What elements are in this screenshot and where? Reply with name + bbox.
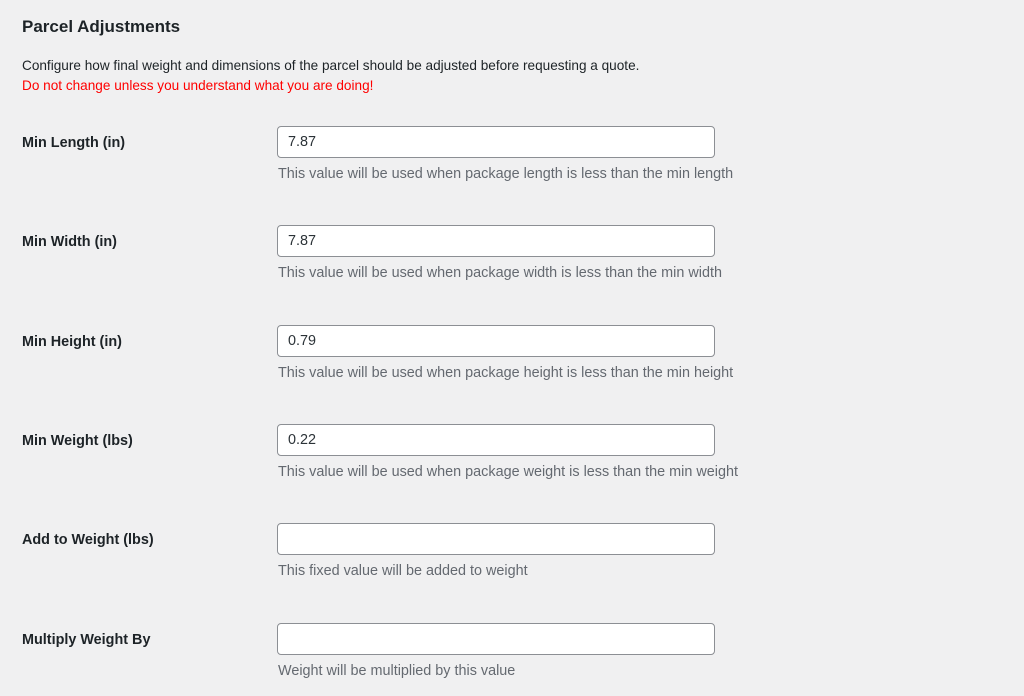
- min-width-input[interactable]: [277, 225, 715, 257]
- add-to-weight-input[interactable]: [277, 523, 715, 555]
- add-to-weight-label: Add to Weight (lbs): [22, 532, 154, 548]
- add-to-weight-row: [0, 523, 1024, 603]
- min-height-label: Min Height (in): [22, 334, 122, 350]
- min-width-row: [0, 225, 1024, 305]
- min-weight-description: This value will be used when package weight is less than the min weight: [278, 464, 738, 480]
- min-width-description: This value will be used when package width is less than the min width: [278, 265, 722, 281]
- min-height-description: This value will be used when package height is less than the min height: [278, 365, 734, 381]
- multiply-weight-input[interactable]: [277, 623, 715, 655]
- multiply-weight-row: [0, 623, 1024, 696]
- min-length-row: [0, 126, 1024, 206]
- min-length-description: This value will be used when package length is less than the min length: [278, 166, 734, 182]
- multiply-weight-label: Multiply Weight By: [22, 632, 151, 648]
- min-length-input[interactable]: [277, 126, 715, 158]
- section-title: Parcel Adjustments: [22, 17, 181, 36]
- min-width-label: Min Width (in): [22, 234, 117, 250]
- add-to-weight-description: This fixed value will be added to weight: [278, 563, 528, 579]
- section-description: Configure how final weight and dimensions of the parcel should be adjusted before requesting a quote.: [22, 58, 640, 73]
- min-weight-row: [0, 424, 1024, 504]
- min-length-label: Min Length (in): [22, 135, 126, 151]
- warning-text: Do not change unless you understand what you are doing!: [22, 78, 374, 93]
- multiply-weight-description: Weight will be multiplied by this value: [278, 663, 516, 679]
- min-height-row: [0, 325, 1024, 405]
- min-height-input[interactable]: [277, 325, 715, 357]
- min-weight-input[interactable]: [277, 424, 715, 456]
- min-weight-label: Min Weight (lbs): [22, 433, 133, 449]
